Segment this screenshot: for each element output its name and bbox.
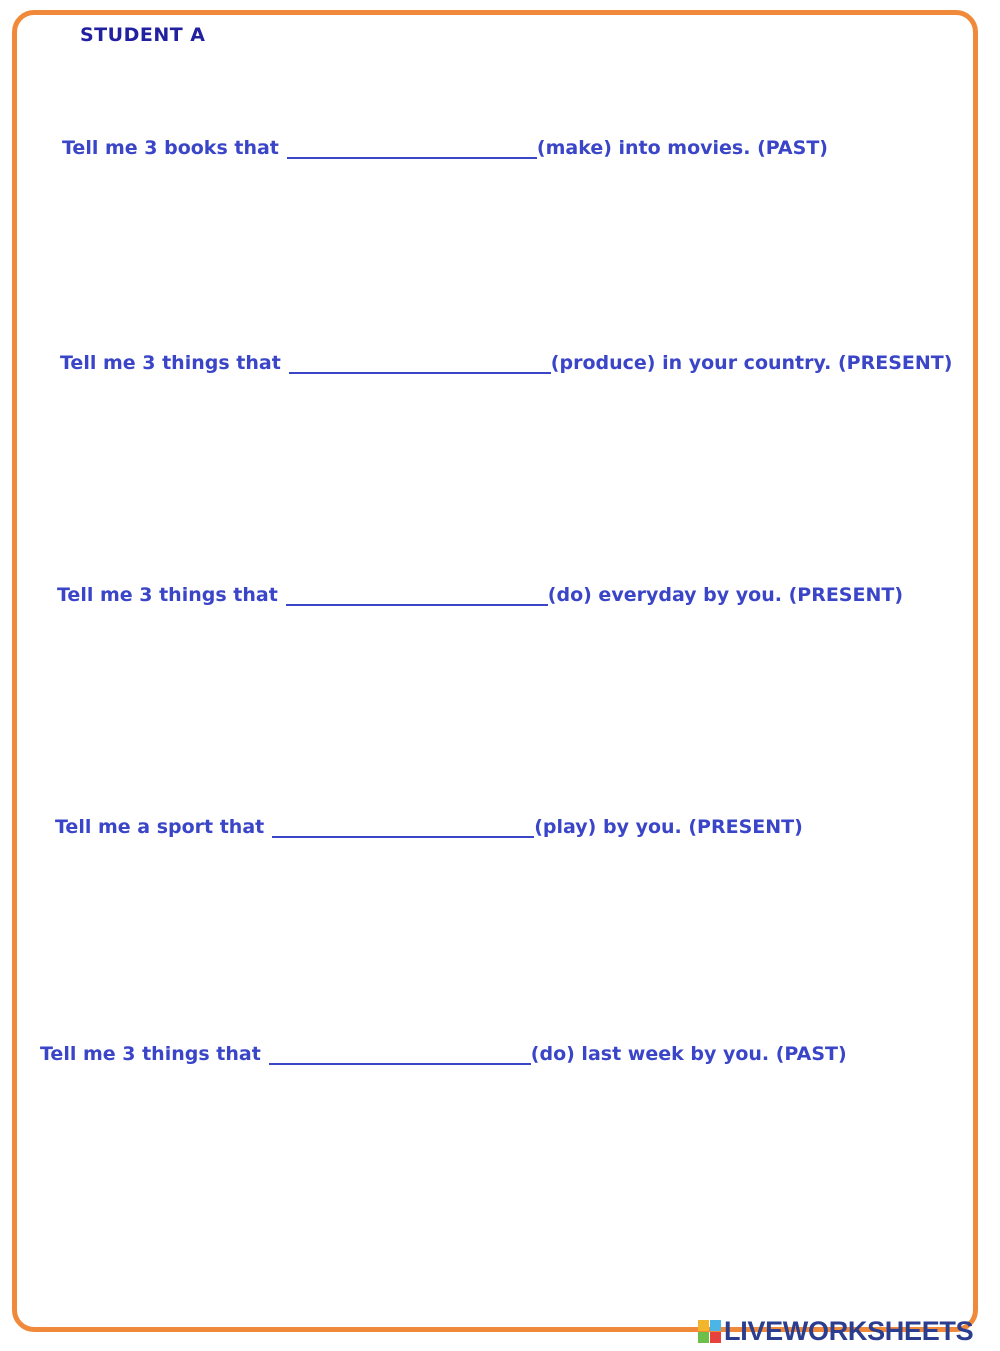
question-3-prompt: Tell me 3 things that	[57, 584, 278, 606]
question-2-prompt: Tell me 3 things that	[60, 352, 281, 374]
question-3-hint: (do) everyday by you. (PRESENT)	[547, 584, 904, 606]
question-5-prompt: Tell me 3 things that	[40, 1043, 261, 1065]
logo-cube-icon	[698, 1320, 709, 1331]
logo-text: LIVEWORKSHEETS	[724, 1315, 974, 1346]
worksheet-heading: STUDENT A	[80, 24, 206, 46]
question-4-blank[interactable]	[272, 816, 534, 838]
question-1	[62, 137, 828, 159]
logo-cube-icon	[710, 1332, 721, 1343]
question-3	[57, 584, 903, 606]
logo-cubes-icon	[698, 1320, 721, 1343]
logo-cube-icon	[710, 1320, 721, 1331]
question-2	[60, 352, 952, 374]
question-3-blank[interactable]	[286, 584, 548, 606]
question-1-prompt: Tell me 3 books that	[62, 137, 279, 159]
question-1-hint: (make) into movies. (PAST)	[536, 137, 828, 159]
question-4-prompt: Tell me a sport that	[55, 816, 265, 838]
question-4-hint: (play) by you. (PRESENT)	[534, 816, 803, 838]
question-5	[40, 1043, 847, 1065]
question-2-blank[interactable]	[289, 352, 551, 374]
question-4	[55, 816, 803, 838]
question-2-hint: (produce) in your country. (PRESENT)	[550, 352, 953, 374]
question-5-blank[interactable]	[269, 1043, 531, 1065]
worksheet-frame	[12, 10, 978, 1332]
question-1-blank[interactable]	[287, 137, 537, 159]
liveworksheets-logo	[698, 1317, 973, 1345]
question-5-hint: (do) last week by you. (PAST)	[530, 1043, 847, 1065]
logo-cube-icon	[698, 1332, 709, 1343]
